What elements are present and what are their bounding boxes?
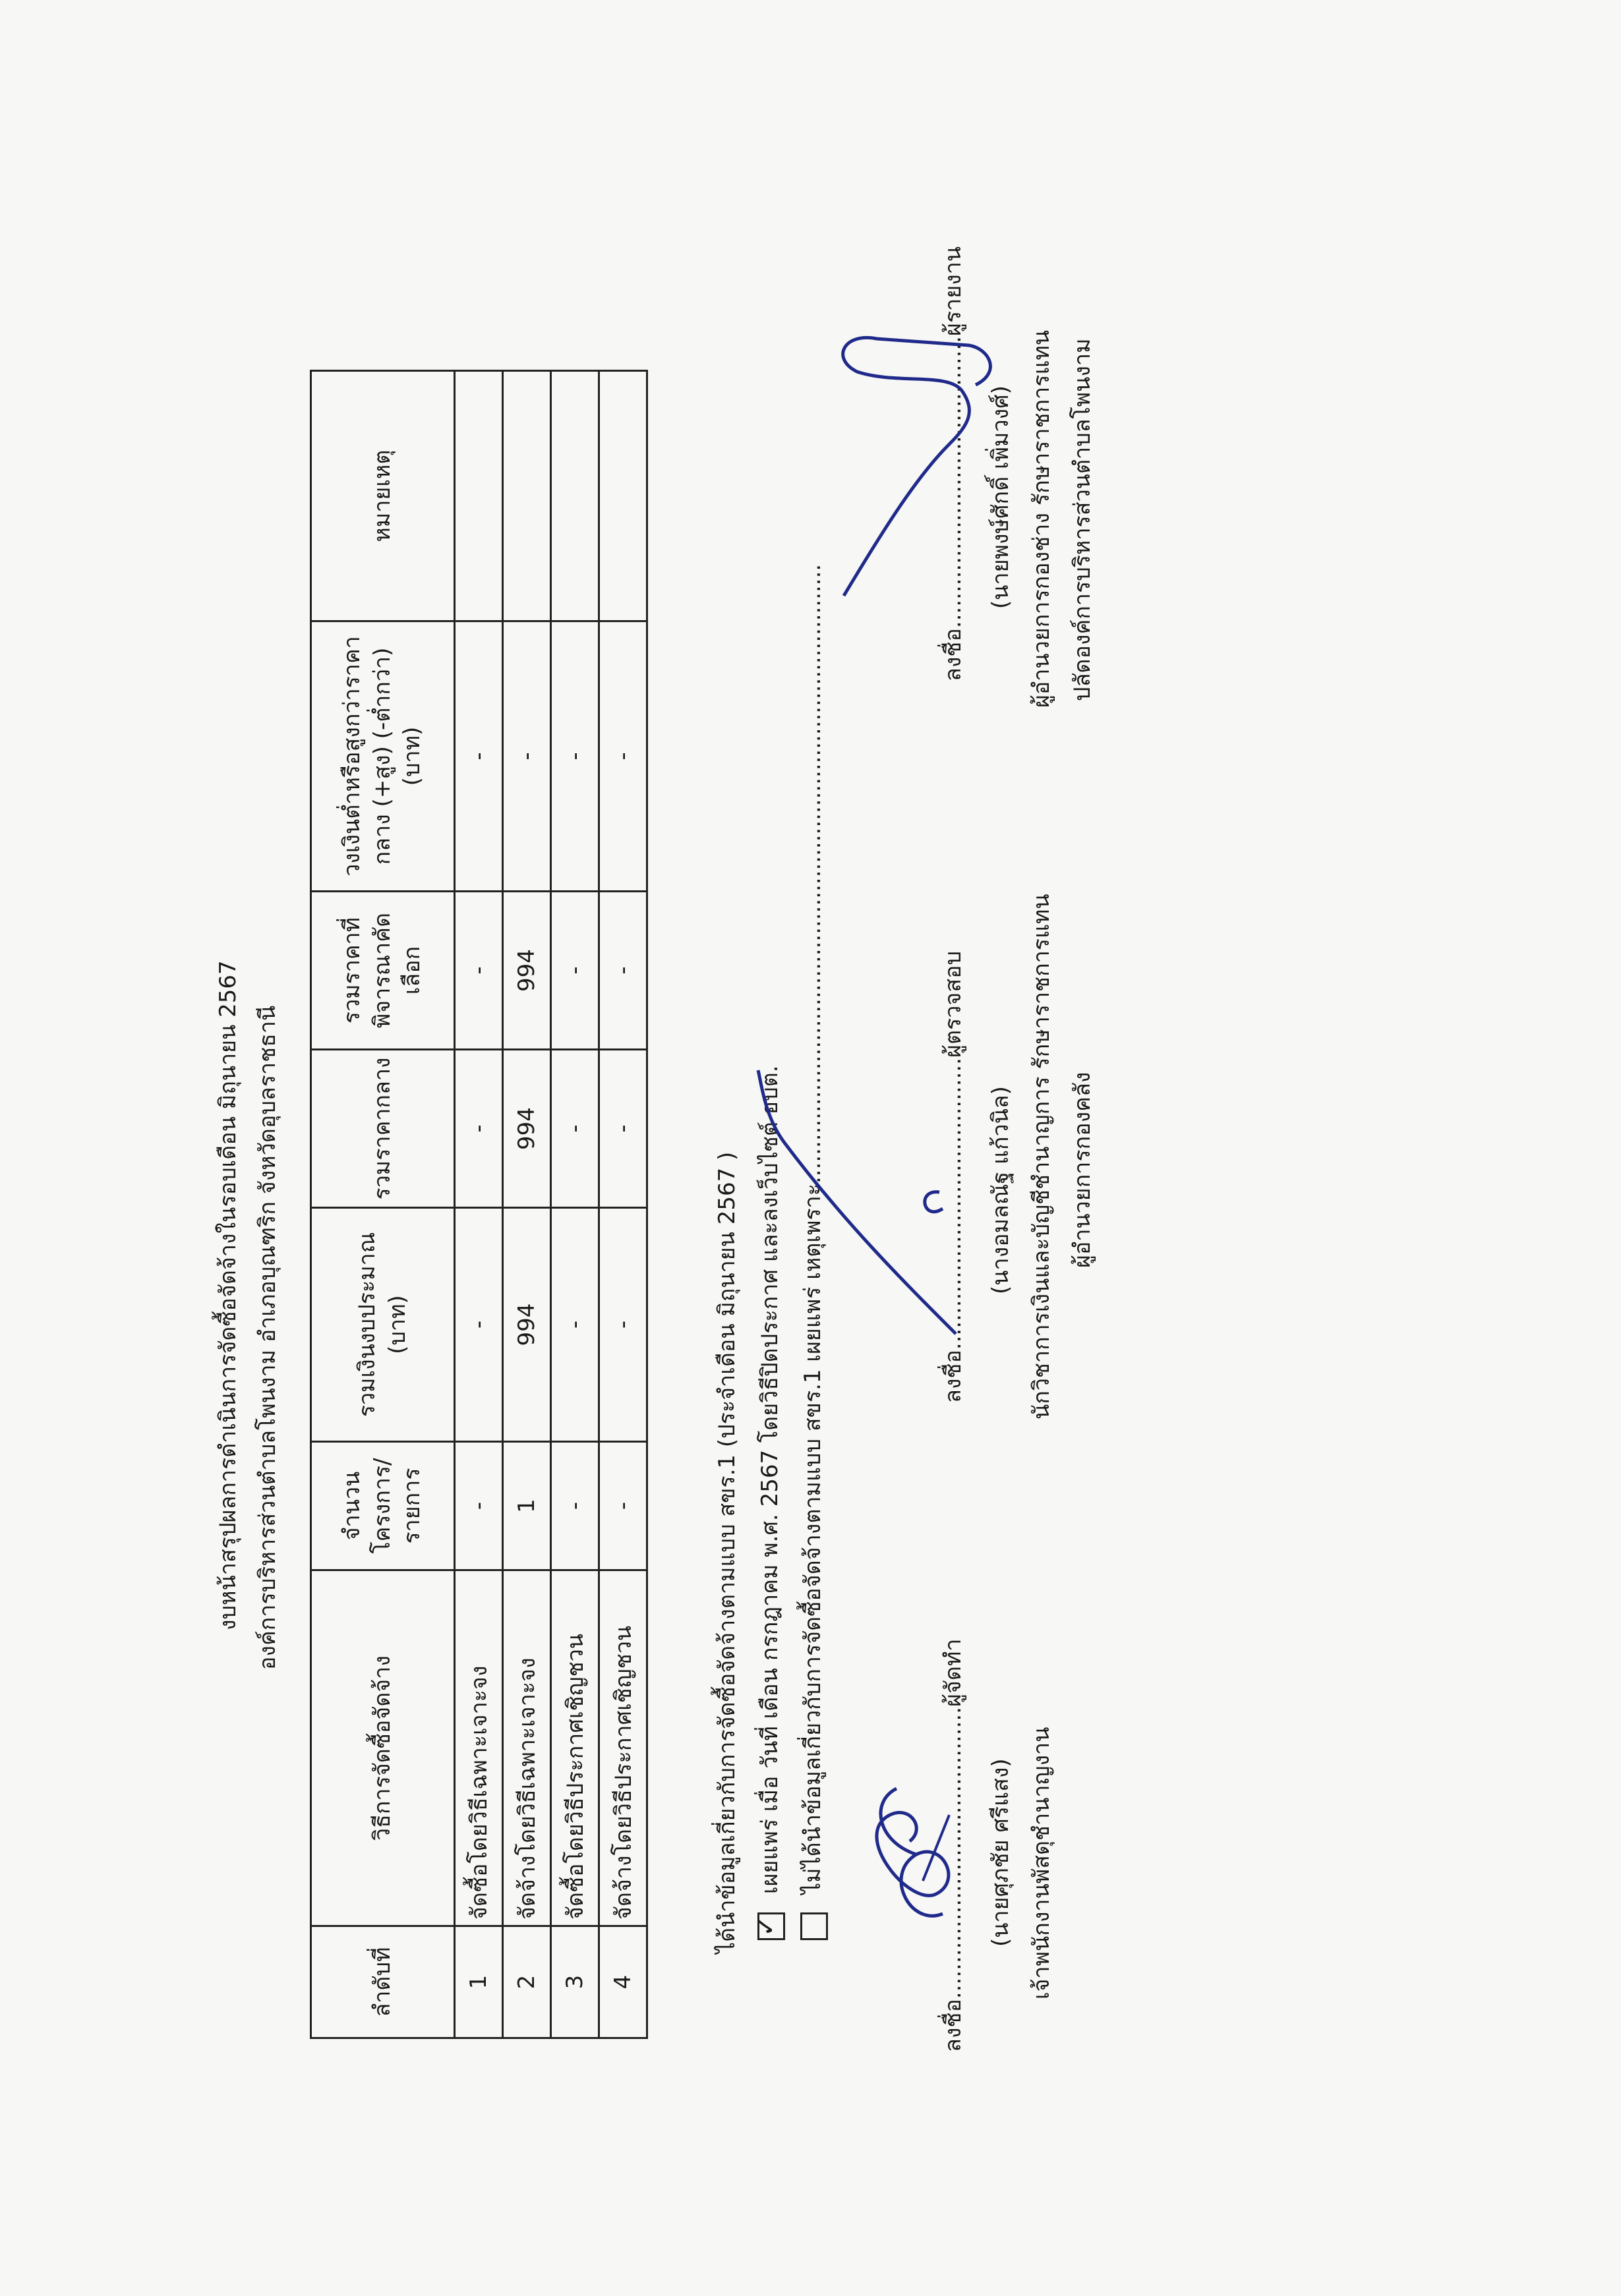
publication-intro: ได้นำข้อมูลเกี่ยวกับการจัดซื้อจัดจ้างตามแบบ สขร.1 (ประจำเดือน มิถุนายน 2567 ) — [714, 1151, 740, 1953]
signer-position-reporter: ผู้อำนวยการกองช่าง รักษาราชการแทน — [1028, 330, 1055, 708]
cell-method: จัดซื้อโดยวิธีประกาศเชิญชวน — [551, 1570, 599, 1926]
signer-name-checker: (นางอมลณัฐ แก้วนิล) — [987, 1086, 1014, 1294]
cell-selected: - — [455, 892, 503, 1050]
cell-count: 1 — [503, 1442, 551, 1570]
table-header-row — [311, 371, 455, 2038]
cell-median: 994 — [503, 1050, 551, 1208]
col-header-no: ลำดับที่ — [311, 1926, 455, 2038]
report-subtitle: องค์การบริหารส่วนตำบลโพนงาม อำเภอบุณฑริก จังหวัดอุบลราชธานี — [254, 1005, 281, 1670]
published-checkbox[interactable] — [750, 1912, 785, 1940]
cell-method: จัดซื้อโดยวิธีเฉพาะเจาะจง — [455, 1570, 503, 1926]
cell-method: จัดจ้างโดยวิธีประกาศเชิญชวน — [599, 1570, 647, 1926]
cell-method: จัดจ้างโดยวิธีเฉพาะเจาะจง — [503, 1570, 551, 1926]
cell-diff: - — [551, 621, 599, 892]
cell-diff: - — [599, 621, 647, 892]
cell-note — [455, 371, 503, 621]
cell-budget: - — [599, 1208, 647, 1442]
col-header-diff: วงเงินต่ำหรือสูงกว่าราคากลาง (+สูง) (-ต่ำกว่า) (บาท) — [311, 621, 455, 892]
signature-line-reporter: ลงชื่อ.........................................ผู้รายงาน — [940, 246, 966, 681]
option-not-published-label: ไม่ได้นำข้อมูลเกี่ยวกับการจัดซื้อจัดจ้างตามแบบ สขร.1 เผยแพร่ เหตุเพราะ....................................................................................... — [800, 563, 826, 1894]
cell-selected: - — [551, 892, 599, 1050]
cell-budget: - — [455, 1208, 503, 1442]
signature-line-preparer: ลงชื่อ.........................................ผู้จัดทำ — [940, 1638, 966, 2052]
cell-no: 4 — [599, 1926, 647, 2038]
signer-position-preparer: เจ้าพนักงานพัสดุชำนาญงาน — [1028, 1727, 1055, 1999]
cell-diff: - — [455, 621, 503, 892]
signer-position2-reporter: ปลัดองค์การบริหารส่วนตำบลโพนงาม — [1069, 338, 1096, 701]
handwritten-signature-reporter — [817, 306, 1015, 609]
col-header-selected: รวมราคาที่พิจารณาคัดเลือก — [311, 892, 455, 1050]
cell-selected: - — [599, 892, 647, 1050]
cell-count: - — [551, 1442, 599, 1570]
cell-selected: 994 — [503, 892, 551, 1050]
handwritten-signature-preparer — [811, 1756, 982, 1953]
signature-line-checker: ลงชื่อ.........................................ผู้ตรวจสอบ — [940, 950, 966, 1403]
cell-diff: - — [503, 621, 551, 892]
cell-count: - — [455, 1442, 503, 1570]
procurement-table — [310, 370, 648, 2039]
report-title: งบหน้าสรุปผลการดำเนินการจัดซื้อจัดจ้างในรอบเดือน มิถุนายน 2567 — [215, 960, 241, 1630]
col-header-count: จำนวนโครงการ/รายการ — [311, 1442, 455, 1570]
cell-budget: 994 — [503, 1208, 551, 1442]
table-row — [599, 371, 647, 2038]
cell-note — [503, 371, 551, 621]
col-header-note: หมายเหตุ — [311, 371, 455, 621]
handwritten-signature-checker — [758, 1064, 969, 1340]
table-row — [503, 371, 551, 2038]
cell-note — [551, 371, 599, 621]
cell-no: 1 — [455, 1926, 503, 2038]
signer-name-preparer: (นายศุภชัย ศรีแสง) — [987, 1758, 1014, 1947]
signer-name-reporter: (นายพงษ์ศักดิ์ เพิ่มวงศ์) — [987, 386, 1014, 609]
col-header-median: รวมราคากลาง — [311, 1050, 455, 1208]
signer-position-checker: นักวิชาการเงินและบัญชีชำนาญการ รักษาราชการแทน — [1028, 894, 1055, 1420]
col-header-method: วิธีการจัดซื้อจัดจ้าง — [311, 1570, 455, 1926]
cell-median: - — [551, 1050, 599, 1208]
cell-no: 3 — [551, 1926, 599, 2038]
cell-median: - — [599, 1050, 647, 1208]
signer-position2-checker: ผู้อำนวยการกองคลัง — [1069, 1072, 1096, 1268]
cell-count: - — [599, 1442, 647, 1570]
checkmark-icon: ✓ — [750, 1914, 781, 1937]
cell-budget: - — [551, 1208, 599, 1442]
table-row — [551, 371, 599, 2038]
option-published-label: เผยแพร่ เมื่อ วันที่ เดือน กรกฎาคม พ.ศ. 2567 โดยวิธีปิดประกาศ และลงเว็บไซต์ อบต. — [757, 1065, 783, 1894]
cell-note — [599, 371, 647, 621]
cell-median: - — [455, 1050, 503, 1208]
cell-no: 2 — [503, 1926, 551, 2038]
col-header-budget: รวมเงินงบประมาณ (บาท) — [311, 1208, 455, 1442]
table-row — [455, 371, 503, 2038]
